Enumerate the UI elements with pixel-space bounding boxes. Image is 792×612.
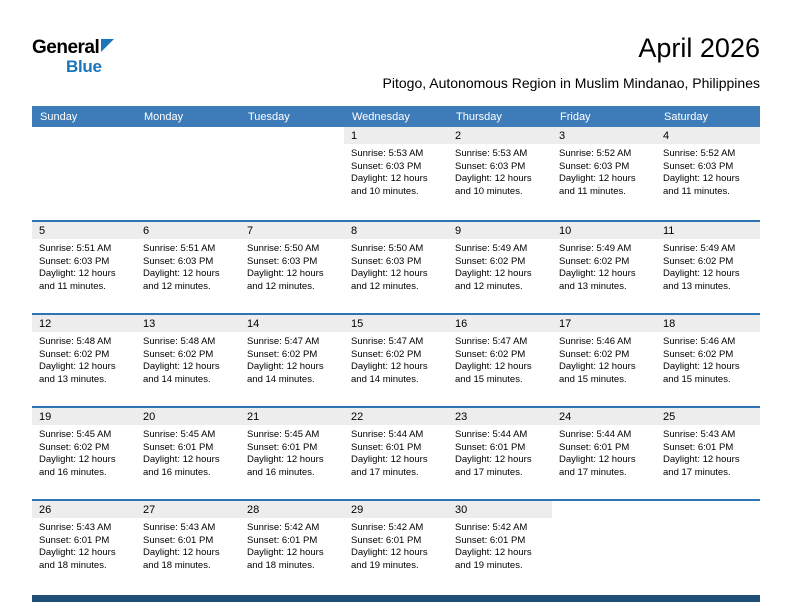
day-number: 5 [39, 224, 46, 237]
cell-sunset: Sunset: 6:02 PM [39, 441, 110, 453]
cell-daylight: Daylight: 12 hours and 17 minutes. [351, 454, 428, 478]
calendar-cell-8 [344, 222, 448, 313]
cell-sunrise: Sunrise: 5:49 AM [455, 243, 528, 254]
cell-sunset: Sunset: 6:01 PM [247, 441, 318, 453]
cell-daylight: Daylight: 12 hours and 13 minutes. [663, 268, 740, 292]
cell-details [344, 425, 448, 479]
day-number-band [344, 408, 448, 425]
cell-details [656, 332, 760, 386]
bottom-bar [32, 595, 760, 602]
cell-sunrise: Sunrise: 5:46 AM [559, 336, 632, 347]
cell-daylight: Daylight: 12 hours and 16 minutes. [143, 454, 220, 478]
calendar-cell-5 [32, 222, 136, 313]
logo-line-general [32, 38, 115, 57]
title-block [383, 34, 760, 91]
cell-sunrise: Sunrise: 5:42 AM [247, 522, 320, 533]
day-number-band [240, 501, 344, 518]
cell-sunset: Sunset: 6:03 PM [663, 160, 734, 172]
calendar-cell-23 [448, 408, 552, 499]
day-number: 20 [143, 410, 156, 423]
day-number-band [656, 408, 760, 425]
calendar-cell-25 [656, 408, 760, 499]
cell-daylight: Daylight: 12 hours and 12 minutes. [143, 268, 220, 292]
calendar-cell-6 [136, 222, 240, 313]
cell-sunrise: Sunrise: 5:43 AM [143, 522, 216, 533]
cell-details [448, 332, 552, 386]
cell-sunset: Sunset: 6:01 PM [143, 534, 214, 546]
cell-daylight: Daylight: 12 hours and 19 minutes. [351, 547, 428, 571]
cell-sunset: Sunset: 6:02 PM [559, 255, 630, 267]
day-number: 22 [351, 410, 364, 423]
cell-sunset: Sunset: 6:03 PM [39, 255, 110, 267]
calendar-cell-13 [136, 315, 240, 406]
day-number: 16 [455, 317, 468, 330]
month-title: April 2026 [638, 33, 760, 63]
calendar-cell-7 [240, 222, 344, 313]
cell-sunset: Sunset: 6:01 PM [351, 441, 422, 453]
cell-sunset: Sunset: 6:01 PM [663, 441, 734, 453]
cell-sunset: Sunset: 6:03 PM [351, 160, 422, 172]
cell-sunset: Sunset: 6:02 PM [39, 348, 110, 360]
cell-details [552, 239, 656, 293]
day-number: 7 [247, 224, 254, 237]
cell-sunrise: Sunrise: 5:44 AM [455, 429, 528, 440]
cell-sunrise: Sunrise: 5:48 AM [39, 336, 112, 347]
cell-sunset: Sunset: 6:01 PM [559, 441, 630, 453]
cell-sunrise: Sunrise: 5:47 AM [455, 336, 528, 347]
logo [32, 34, 115, 75]
cell-sunset: Sunset: 6:02 PM [455, 255, 526, 267]
cell-daylight: Daylight: 12 hours and 10 minutes. [351, 173, 428, 197]
week-row-2 [32, 220, 760, 313]
cell-details [448, 518, 552, 572]
logo-triangle-icon [101, 39, 115, 57]
cell-sunset: Sunset: 6:01 PM [351, 534, 422, 546]
day-number: 13 [143, 317, 156, 330]
cell-sunrise: Sunrise: 5:53 AM [351, 148, 424, 159]
day-number: 23 [455, 410, 468, 423]
day-number: 14 [247, 317, 260, 330]
weekday-header-wednesday: Wednesday [352, 110, 410, 123]
cell-sunrise: Sunrise: 5:52 AM [559, 148, 632, 159]
day-number-band [32, 222, 136, 239]
cell-sunrise: Sunrise: 5:42 AM [351, 522, 424, 533]
cell-daylight: Daylight: 12 hours and 11 minutes. [663, 173, 740, 197]
cell-sunrise: Sunrise: 5:42 AM [455, 522, 528, 533]
cell-daylight: Daylight: 12 hours and 14 minutes. [351, 361, 428, 385]
cell-details [240, 425, 344, 479]
calendar-cell-empty [136, 127, 240, 220]
day-number: 27 [143, 503, 156, 516]
cell-sunrise: Sunrise: 5:43 AM [663, 429, 736, 440]
day-number-band [32, 315, 136, 332]
calendar-cell-17 [552, 315, 656, 406]
day-number-band [136, 408, 240, 425]
cell-sunrise: Sunrise: 5:52 AM [663, 148, 736, 159]
calendar-table [32, 106, 760, 592]
calendar-cell-15 [344, 315, 448, 406]
cell-sunrise: Sunrise: 5:44 AM [351, 429, 424, 440]
cell-sunset: Sunset: 6:03 PM [455, 160, 526, 172]
day-number-band [448, 408, 552, 425]
weekday-header-monday: Monday [144, 110, 184, 123]
day-number: 15 [351, 317, 364, 330]
calendar-cell-9 [448, 222, 552, 313]
cell-details [32, 425, 136, 479]
day-number-band [240, 408, 344, 425]
cell-sunrise: Sunrise: 5:53 AM [455, 148, 528, 159]
cell-details [344, 239, 448, 293]
day-number: 28 [247, 503, 260, 516]
day-number: 1 [351, 129, 358, 142]
calendar-cell-3 [552, 127, 656, 220]
cell-details [344, 332, 448, 386]
day-number-band [656, 315, 760, 332]
calendar-cell-18 [656, 315, 760, 406]
cell-daylight: Daylight: 12 hours and 14 minutes. [247, 361, 324, 385]
cell-daylight: Daylight: 12 hours and 15 minutes. [559, 361, 636, 385]
calendar-cell-16 [448, 315, 552, 406]
cell-sunrise: Sunrise: 5:51 AM [39, 243, 112, 254]
cell-details [448, 239, 552, 293]
cell-sunrise: Sunrise: 5:50 AM [351, 243, 424, 254]
day-number-band [136, 222, 240, 239]
day-number: 6 [143, 224, 150, 237]
week-row-3 [32, 313, 760, 406]
cell-sunset: Sunset: 6:02 PM [663, 255, 734, 267]
calendar-cell-30 [448, 501, 552, 592]
cell-sunrise: Sunrise: 5:47 AM [247, 336, 320, 347]
day-number-band [448, 127, 552, 144]
cell-sunset: Sunset: 6:03 PM [351, 255, 422, 267]
cell-details [344, 518, 448, 572]
calendar-cell-22 [344, 408, 448, 499]
cell-sunset: Sunset: 6:01 PM [455, 441, 526, 453]
day-number-band [136, 315, 240, 332]
day-number: 4 [663, 129, 670, 142]
cell-sunrise: Sunrise: 5:49 AM [663, 243, 736, 254]
day-number-band [448, 315, 552, 332]
day-number-band [344, 127, 448, 144]
cell-details [552, 144, 656, 198]
cell-details [136, 332, 240, 386]
cell-details [240, 239, 344, 293]
day-number-band [656, 222, 760, 239]
calendar-cell-29 [344, 501, 448, 592]
cell-sunset: Sunset: 6:03 PM [559, 160, 630, 172]
calendar-cell-20 [136, 408, 240, 499]
calendar-cell-empty [552, 501, 656, 592]
week-row-5 [32, 499, 760, 592]
cell-daylight: Daylight: 12 hours and 19 minutes. [455, 547, 532, 571]
day-number-band [240, 222, 344, 239]
cell-sunset: Sunset: 6:01 PM [455, 534, 526, 546]
cell-details [240, 518, 344, 572]
day-number-band [240, 315, 344, 332]
cell-sunset: Sunset: 6:02 PM [351, 348, 422, 360]
cell-details [448, 425, 552, 479]
calendar-cell-12 [32, 315, 136, 406]
cell-details [656, 239, 760, 293]
calendar-cell-24 [552, 408, 656, 499]
calendar-cell-14 [240, 315, 344, 406]
cell-details [32, 239, 136, 293]
day-number: 25 [663, 410, 676, 423]
day-number: 21 [247, 410, 260, 423]
cell-sunrise: Sunrise: 5:43 AM [39, 522, 112, 533]
logo-text-general: General [32, 37, 100, 58]
day-number-band [552, 315, 656, 332]
day-number-band [344, 315, 448, 332]
cell-sunset: Sunset: 6:02 PM [455, 348, 526, 360]
cell-sunrise: Sunrise: 5:45 AM [39, 429, 112, 440]
cell-sunrise: Sunrise: 5:46 AM [663, 336, 736, 347]
weekday-header-friday: Friday [560, 110, 591, 123]
day-number-band [448, 222, 552, 239]
calendar-cell-4 [656, 127, 760, 220]
cell-details [136, 518, 240, 572]
cell-sunset: Sunset: 6:02 PM [559, 348, 630, 360]
cell-sunset: Sunset: 6:01 PM [247, 534, 318, 546]
cell-daylight: Daylight: 12 hours and 18 minutes. [143, 547, 220, 571]
cell-daylight: Daylight: 12 hours and 12 minutes. [247, 268, 324, 292]
cell-daylight: Daylight: 12 hours and 17 minutes. [455, 454, 532, 478]
cell-details [32, 518, 136, 572]
cell-daylight: Daylight: 12 hours and 16 minutes. [39, 454, 116, 478]
week-row-4 [32, 406, 760, 499]
cell-details [240, 332, 344, 386]
day-number: 2 [455, 129, 462, 142]
cell-sunset: Sunset: 6:03 PM [247, 255, 318, 267]
location-subtitle: Pitogo, Autonomous Region in Muslim Mindanao, Philippines [382, 74, 760, 91]
day-number-band [552, 408, 656, 425]
cell-daylight: Daylight: 12 hours and 10 minutes. [455, 173, 532, 197]
calendar-cell-11 [656, 222, 760, 313]
cell-daylight: Daylight: 12 hours and 18 minutes. [39, 547, 116, 571]
calendar-cell-empty [240, 127, 344, 220]
cell-daylight: Daylight: 12 hours and 13 minutes. [39, 361, 116, 385]
cell-daylight: Daylight: 12 hours and 12 minutes. [351, 268, 428, 292]
logo-text-blue: Blue [66, 57, 102, 76]
cell-sunset: Sunset: 6:01 PM [143, 441, 214, 453]
calendar-cell-empty [32, 127, 136, 220]
cell-details [136, 239, 240, 293]
top-bar [32, 34, 760, 98]
calendar-grid [32, 127, 760, 592]
cell-daylight: Daylight: 12 hours and 14 minutes. [143, 361, 220, 385]
cell-sunrise: Sunrise: 5:44 AM [559, 429, 632, 440]
day-number: 26 [39, 503, 52, 516]
cell-details [656, 144, 760, 198]
cell-sunrise: Sunrise: 5:49 AM [559, 243, 632, 254]
day-number-band [448, 501, 552, 518]
day-number-band [344, 501, 448, 518]
cell-daylight: Daylight: 12 hours and 18 minutes. [247, 547, 324, 571]
day-number-band [344, 222, 448, 239]
day-number: 3 [559, 129, 566, 142]
day-number-band [552, 222, 656, 239]
cell-daylight: Daylight: 12 hours and 17 minutes. [663, 454, 740, 478]
cell-sunrise: Sunrise: 5:45 AM [143, 429, 216, 440]
cell-daylight: Daylight: 12 hours and 11 minutes. [559, 173, 636, 197]
cell-details [136, 425, 240, 479]
cell-sunset: Sunset: 6:02 PM [143, 348, 214, 360]
day-number: 9 [455, 224, 462, 237]
day-number: 19 [39, 410, 52, 423]
day-number: 10 [559, 224, 572, 237]
calendar-cell-27 [136, 501, 240, 592]
cell-details [344, 144, 448, 198]
cell-daylight: Daylight: 12 hours and 17 minutes. [559, 454, 636, 478]
calendar-cell-26 [32, 501, 136, 592]
weekday-header-tuesday: Tuesday [248, 110, 290, 123]
calendar-cell-2 [448, 127, 552, 220]
cell-details [552, 425, 656, 479]
cell-sunset: Sunset: 6:02 PM [247, 348, 318, 360]
weekday-header-sunday: Sunday [40, 110, 78, 123]
calendar-cell-empty [656, 501, 760, 592]
cell-daylight: Daylight: 12 hours and 16 minutes. [247, 454, 324, 478]
day-number-band [32, 408, 136, 425]
day-number: 11 [663, 224, 675, 237]
day-number-band [656, 127, 760, 144]
cell-sunset: Sunset: 6:02 PM [663, 348, 734, 360]
weekday-header-row [32, 106, 760, 127]
calendar-cell-19 [32, 408, 136, 499]
calendar-cell-21 [240, 408, 344, 499]
day-number: 29 [351, 503, 364, 516]
cell-daylight: Daylight: 12 hours and 15 minutes. [455, 361, 532, 385]
week-row-1 [32, 127, 760, 220]
cell-sunrise: Sunrise: 5:47 AM [351, 336, 424, 347]
weekday-header-thursday: Thursday [456, 110, 502, 123]
cell-daylight: Daylight: 12 hours and 11 minutes. [39, 268, 116, 292]
day-number: 18 [663, 317, 676, 330]
day-number: 17 [559, 317, 572, 330]
cell-sunrise: Sunrise: 5:50 AM [247, 243, 320, 254]
cell-daylight: Daylight: 12 hours and 13 minutes. [559, 268, 636, 292]
cell-sunrise: Sunrise: 5:45 AM [247, 429, 320, 440]
cell-sunset: Sunset: 6:03 PM [143, 255, 214, 267]
calendar-cell-28 [240, 501, 344, 592]
cell-details [448, 144, 552, 198]
day-number: 12 [39, 317, 52, 330]
day-number-band [32, 501, 136, 518]
cell-daylight: Daylight: 12 hours and 12 minutes. [455, 268, 532, 292]
day-number: 8 [351, 224, 358, 237]
cell-daylight: Daylight: 12 hours and 15 minutes. [663, 361, 740, 385]
day-number-band [136, 501, 240, 518]
calendar-cell-1 [344, 127, 448, 220]
cell-details [32, 332, 136, 386]
cell-details [656, 425, 760, 479]
cell-sunset: Sunset: 6:01 PM [39, 534, 110, 546]
day-number-band [552, 127, 656, 144]
day-number: 30 [455, 503, 468, 516]
cell-sunrise: Sunrise: 5:48 AM [143, 336, 216, 347]
cell-details [552, 332, 656, 386]
cell-sunrise: Sunrise: 5:51 AM [143, 243, 216, 254]
calendar-cell-10 [552, 222, 656, 313]
day-number: 24 [559, 410, 572, 423]
weekday-header-saturday: Saturday [664, 110, 709, 123]
